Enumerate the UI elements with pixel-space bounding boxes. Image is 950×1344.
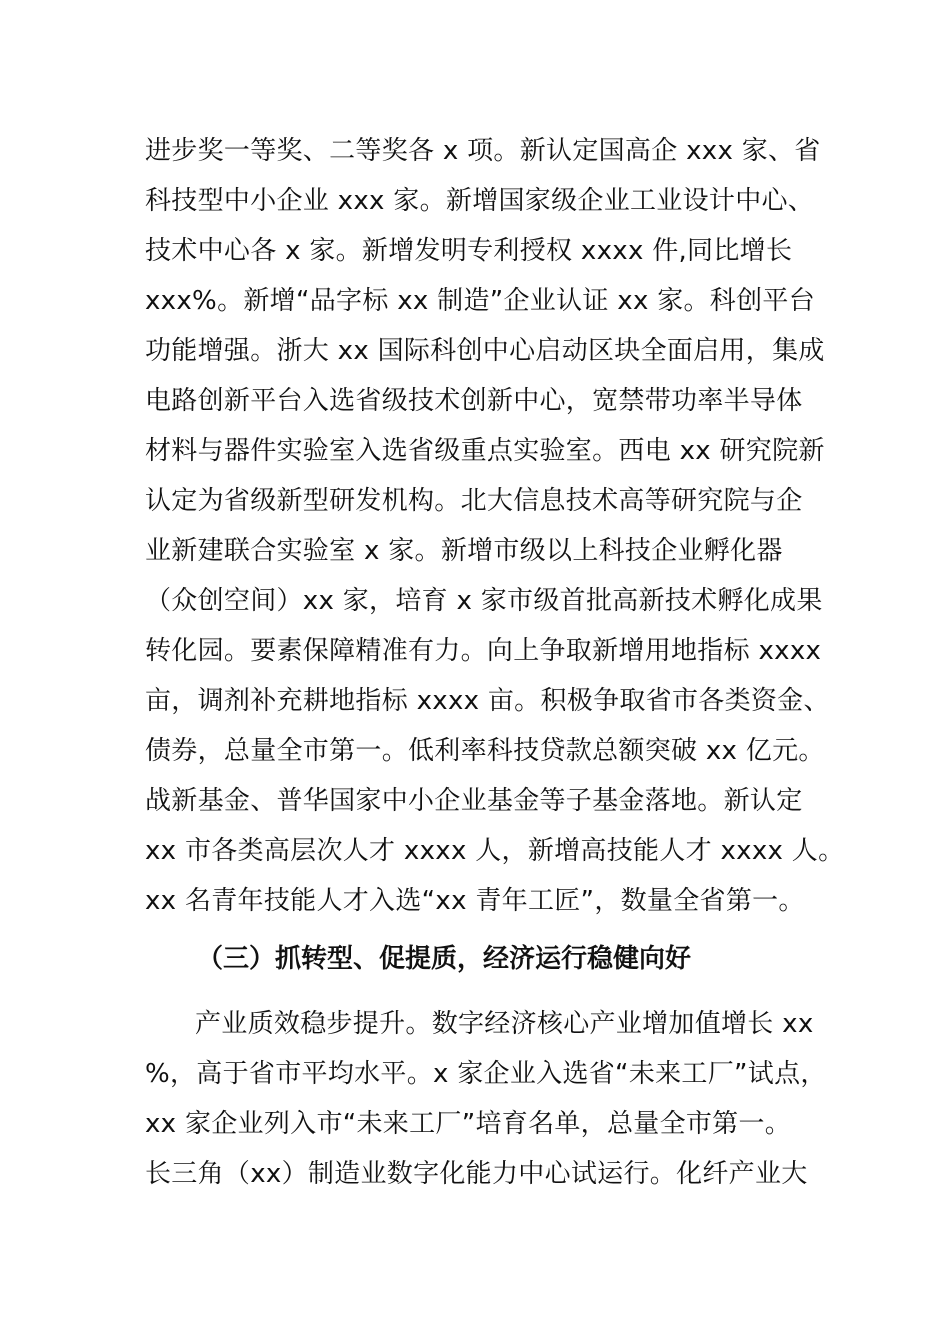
paragraph-line: 产业质效稳步提升。数字经济核心产业增加值增长 xx: [195, 1009, 814, 1039]
paragraph-line: （众创空间）xx 家，培育 x 家市级首批高新技术孵化成果: [145, 586, 823, 616]
paragraph-line: 转化园。要素保障精准有力。向上争取新增用地指标 xxxx: [145, 636, 822, 666]
section-heading: （三）抓转型、促提质，经济运行稳健向好: [197, 944, 692, 974]
paragraph-line: 功能增强。浙大 xx 国际科创中心启动区块全面启用，集成: [145, 336, 825, 366]
paragraph-line: %，高于省市平均水平。x 家企业入选省“未来工厂”试点，: [145, 1059, 827, 1089]
paragraph-line: 科技型中小企业 xxx 家。新增国家级企业工业设计中心、: [145, 186, 815, 216]
paragraph-line: 材料与器件实验室入选省级重点实验室。西电 xx 研究院新: [145, 436, 825, 466]
paragraph-line: xx 市各类高层次人才 xxxx 人，新增高技能人才 xxxx 人。: [145, 836, 845, 866]
paragraph-line: xxx%。新增“品字标 xx 制造”企业认证 xx 家。科创平台: [145, 286, 816, 316]
paragraph-line: 技术中心各 x 家。新增发明专利授权 xxxx 件,同比增长: [145, 236, 793, 266]
paragraph-line: 业新建联合实验室 x 家。新增市级以上科技企业孵化器: [145, 536, 783, 566]
paragraph-line: xx 家企业列入市“未来工厂”培育名单，总量全市第一。: [145, 1109, 792, 1139]
paragraph-line: 长三角（xx）制造业数字化能力中心试运行。化纤产业大: [145, 1159, 808, 1189]
paragraph-line: 认定为省级新型研发机构。北大信息技术高等研究院与企: [145, 486, 803, 516]
paragraph-line: 亩，调剂补充耕地指标 xxxx 亩。积极争取省市各类资金、: [145, 686, 830, 716]
paragraph-line: xx 名青年技能人才入选“xx 青年工匠”，数量全省第一。: [145, 886, 805, 916]
paragraph-line: 进步奖一等奖、二等奖各 x 项。新认定国高企 xxx 家、省: [145, 136, 821, 166]
paragraph-line: 债券，总量全市第一。低利率科技贷款总额突破 xx 亿元。: [145, 736, 825, 766]
paragraph-line: 电路创新平台入选省级技术创新中心，宽禁带功率半导体: [145, 386, 803, 416]
paragraph-line: 战新基金、普华国家中小企业基金等子基金落地。新认定: [145, 786, 803, 816]
